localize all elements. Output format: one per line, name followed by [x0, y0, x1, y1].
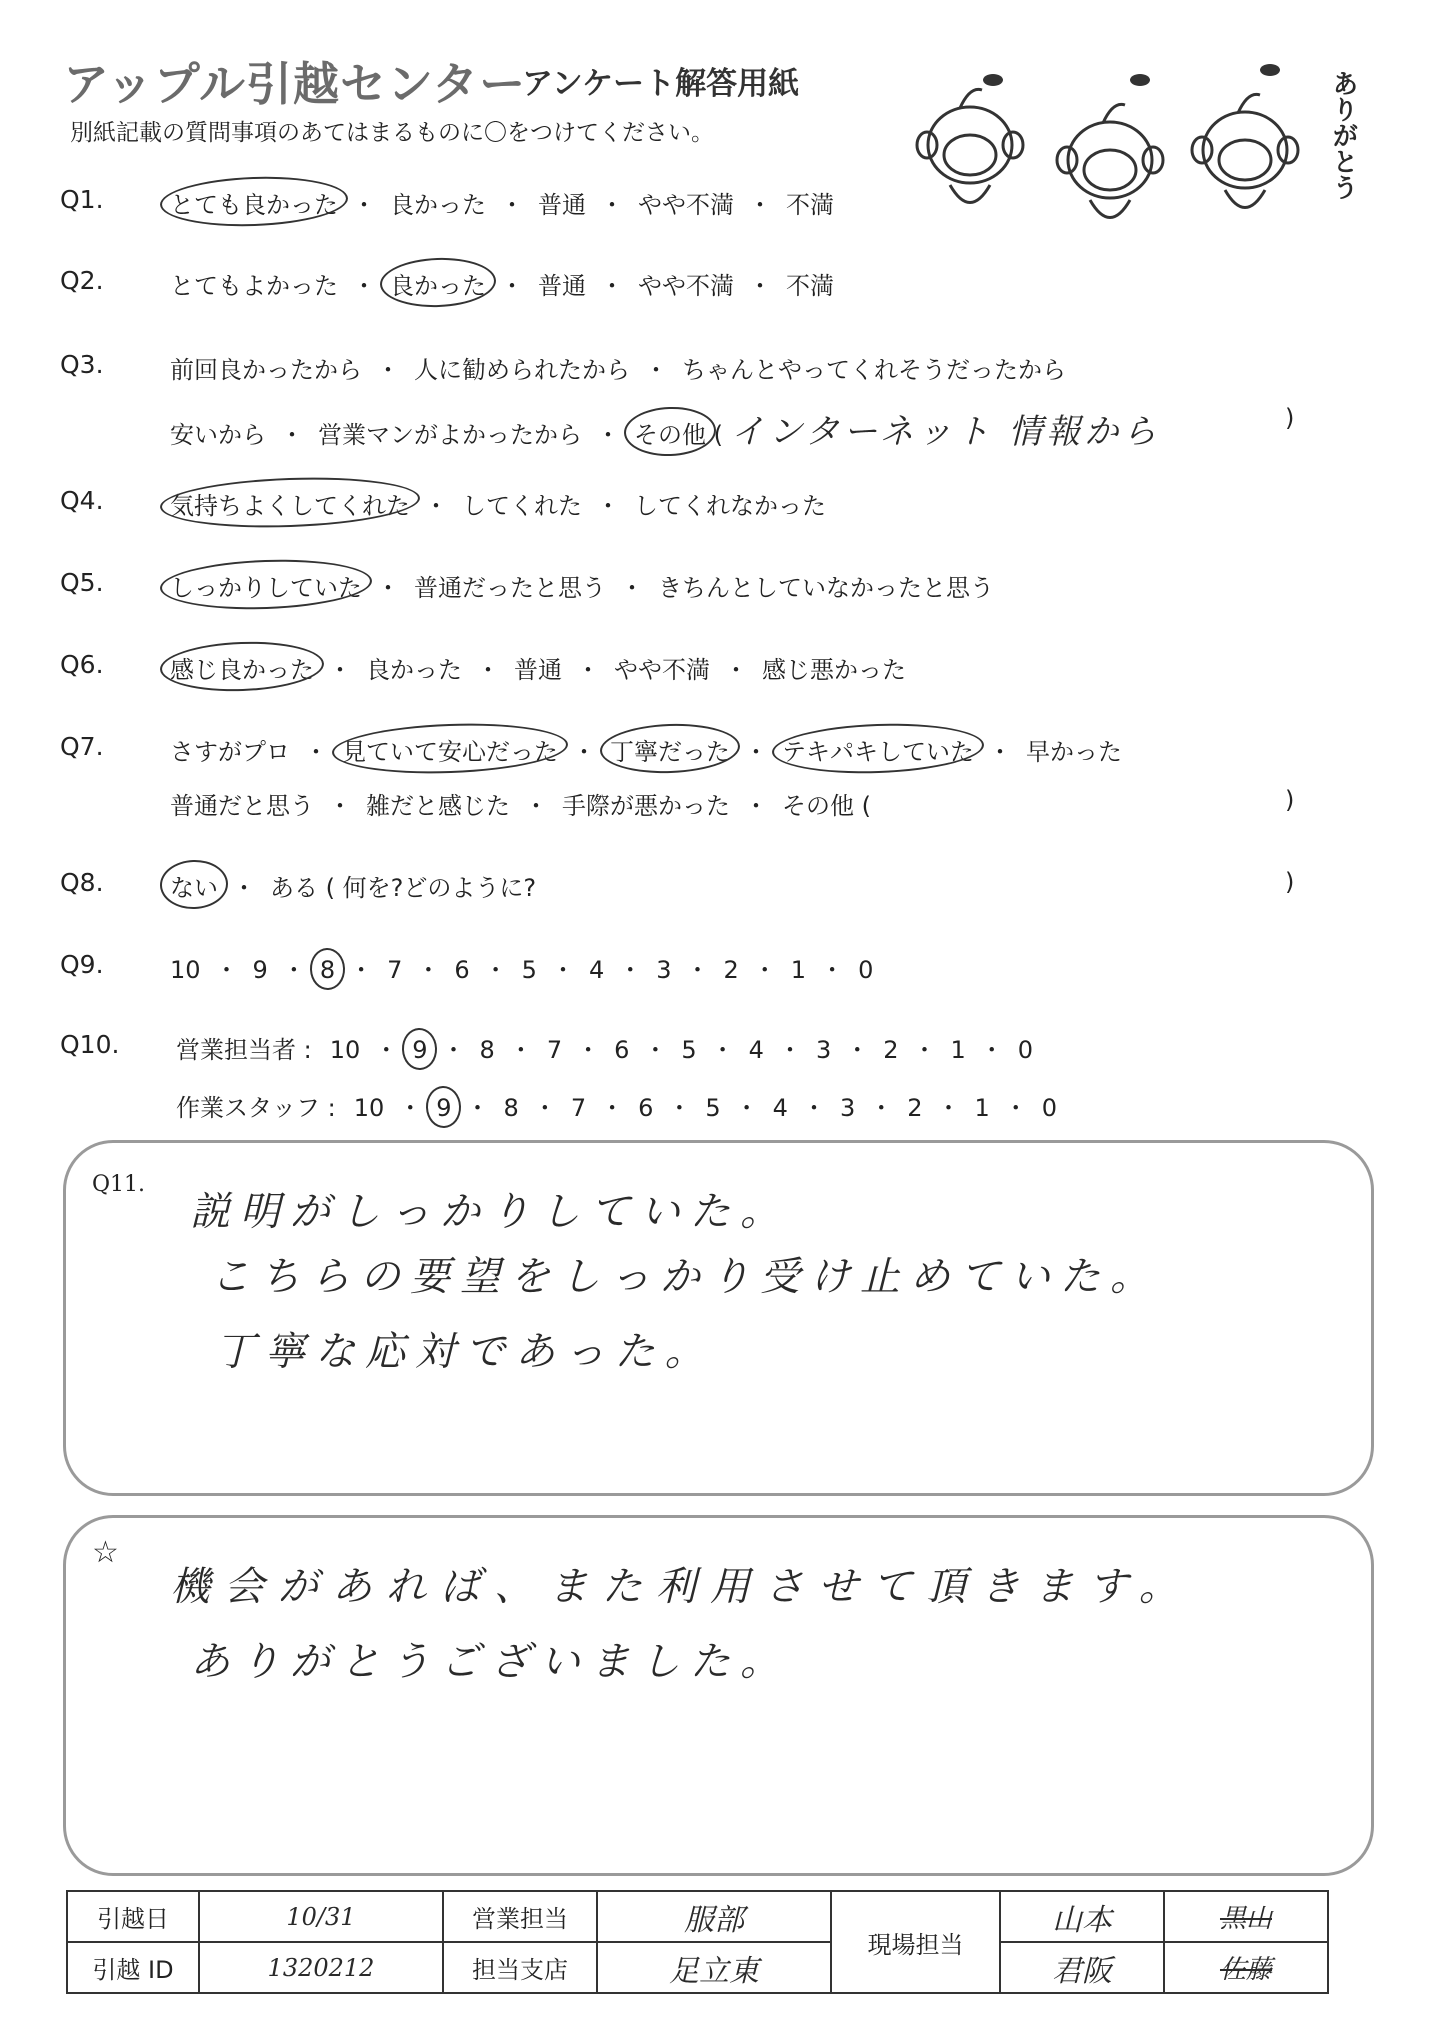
- question-options-row: [170, 568, 994, 603]
- option-separator: ・: [667, 1094, 692, 1122]
- instruction-text: 別紙記載の質問事項のあてはまるものに〇をつけてください。: [70, 120, 714, 146]
- option-separator: ・: [374, 1036, 399, 1064]
- question-label: Q10.: [60, 1030, 120, 1059]
- form-subtitle: アンケート解答用紙: [522, 66, 800, 102]
- comment-line: 機会があれば、また利用させて頂きます。: [170, 1564, 1193, 1610]
- answer-option[interactable]: 10: [353, 1094, 385, 1122]
- answer-option[interactable]: 良かった: [366, 656, 462, 684]
- answer-option[interactable]: やや不満: [614, 656, 710, 684]
- mascot-illustration: [905, 50, 1375, 240]
- option-separator: ・: [618, 956, 643, 984]
- option-separator: ・: [500, 272, 524, 300]
- answer-option[interactable]: きちんとしていなかったと思う: [658, 574, 994, 602]
- answer-option[interactable]: 感じ悪かった: [762, 656, 906, 684]
- branch-label: 担当支店: [443, 1942, 597, 1993]
- answer-option[interactable]: やや不満: [638, 191, 734, 219]
- option-separator: ・: [476, 656, 500, 684]
- answer-option[interactable]: 4: [772, 1094, 788, 1122]
- site-staff-1: 山本: [1000, 1891, 1164, 1942]
- question-options-row: [170, 1030, 1033, 1065]
- answer-option-selected[interactable]: しっかりしていた: [170, 568, 362, 603]
- option-separator: ・: [644, 356, 668, 384]
- option-separator: ・: [820, 956, 845, 984]
- answer-option-selected[interactable]: 感じ良かった: [170, 650, 314, 685]
- star-icon: ☆: [92, 1535, 119, 1570]
- q11-answer-line: こちらの要望をしっかり受け止めていた。: [210, 1254, 1160, 1300]
- question-label: Q4.: [60, 486, 104, 515]
- question-label: Q8.: [60, 868, 104, 897]
- option-separator: ・: [281, 956, 306, 984]
- answer-option-selected[interactable]: テキパキしていた: [782, 732, 974, 767]
- answer-option-selected[interactable]: ない: [170, 868, 218, 903]
- option-separator: ・: [869, 1094, 894, 1122]
- answer-option[interactable]: 不満: [786, 191, 834, 219]
- close-paren: ): [1285, 868, 1295, 896]
- answer-option[interactable]: 4: [588, 956, 605, 984]
- close-paren: ): [1285, 786, 1295, 814]
- question-label: Q6.: [60, 650, 104, 679]
- open-paren: (: [318, 874, 343, 902]
- free-text-answer: インターネット 情報から: [730, 412, 1161, 452]
- question-options-row: [170, 786, 871, 821]
- option-separator: ・: [508, 1036, 533, 1064]
- option-separator: ・: [483, 956, 508, 984]
- question-options-row: [170, 350, 1066, 385]
- answer-option[interactable]: 0: [1041, 1094, 1058, 1122]
- answer-option-selected[interactable]: 気持ちよくしてくれた: [170, 486, 410, 521]
- answer-option[interactable]: 2: [907, 1094, 923, 1122]
- question-options-row: [170, 950, 873, 985]
- option-separator: ・: [328, 792, 352, 820]
- question-label: Q2.: [60, 266, 104, 295]
- option-separator: ・: [416, 956, 441, 984]
- question-options-row: [170, 650, 906, 685]
- answer-option-selected[interactable]: 9: [412, 1036, 428, 1064]
- answer-option[interactable]: やや不満: [638, 272, 734, 300]
- option-separator: ・: [352, 191, 376, 219]
- answer-option-selected[interactable]: 丁寧だった: [610, 732, 730, 767]
- answer-option-selected[interactable]: 8: [319, 956, 336, 984]
- option-separator: ・: [376, 574, 400, 602]
- answer-option[interactable]: 普通: [538, 272, 586, 300]
- answer-option[interactable]: 7: [570, 1094, 587, 1122]
- answer-option[interactable]: 4: [748, 1036, 764, 1064]
- branch-value: 足立東: [597, 1942, 831, 1993]
- answer-option[interactable]: 良かった: [390, 191, 486, 219]
- question-label: Q1.: [60, 185, 104, 214]
- q11-label: Q11.: [92, 1172, 146, 1197]
- answer-option[interactable]: 8: [503, 1094, 519, 1122]
- answer-option[interactable]: 2: [883, 1036, 899, 1064]
- answer-option[interactable]: 6: [454, 956, 470, 984]
- score-category-label: 営業担当者 :: [176, 1036, 312, 1064]
- answer-option[interactable]: 人に勧められたから: [414, 356, 630, 384]
- comment-line: ありがとうございました。: [190, 1639, 790, 1685]
- option-separator: ・: [710, 1036, 735, 1064]
- answer-option[interactable]: 1: [950, 1036, 966, 1064]
- option-separator: ・: [441, 1036, 466, 1064]
- answer-option[interactable]: 7: [387, 956, 403, 984]
- answer-option[interactable]: 5: [521, 956, 537, 984]
- option-separator: ・: [744, 738, 768, 766]
- move-date-value: 10/31: [199, 1891, 443, 1942]
- option-separator: ・: [572, 738, 596, 766]
- sales-value: 服部: [597, 1891, 831, 1942]
- option-separator: ・: [600, 272, 624, 300]
- close-paren: ): [1285, 404, 1295, 432]
- answer-option[interactable]: 5: [705, 1094, 721, 1122]
- option-separator: ・: [801, 1094, 826, 1122]
- option-separator: ・: [550, 956, 575, 984]
- option-separator: ・: [620, 574, 644, 602]
- answer-option-selected[interactable]: とても良かった: [170, 185, 338, 220]
- option-separator: ・: [424, 492, 448, 520]
- option-separator: ・: [936, 1094, 961, 1122]
- answer-option[interactable]: 不満: [786, 272, 834, 300]
- answer-option[interactable]: 10: [170, 956, 201, 984]
- option-separator: ・: [979, 1036, 1004, 1064]
- answer-option-selected[interactable]: 良かった: [390, 266, 486, 301]
- answer-option[interactable]: してくれなかった: [634, 492, 826, 520]
- answer-option[interactable]: 3: [656, 956, 672, 984]
- option-separator: ・: [600, 191, 624, 219]
- answer-option[interactable]: とてもよかった: [170, 272, 338, 300]
- answer-option[interactable]: 早かった: [1026, 738, 1122, 766]
- answer-option[interactable]: 9: [252, 956, 268, 984]
- answer-option[interactable]: 1: [974, 1094, 990, 1122]
- answer-option-selected[interactable]: 見ていて安心だった: [342, 732, 558, 767]
- answer-option-selected[interactable]: その他: [634, 415, 706, 450]
- answer-option[interactable]: 8: [479, 1036, 495, 1064]
- answer-option[interactable]: 営業マンがよかったから: [318, 421, 582, 449]
- answer-option[interactable]: 普通: [514, 656, 562, 684]
- option-separator: ・: [376, 356, 400, 384]
- question-options-row: [170, 732, 1122, 767]
- site-staff-2: 君阪: [1000, 1942, 1164, 1993]
- option-separator: ・: [214, 956, 239, 984]
- option-separator: ・: [685, 956, 710, 984]
- site-label: 現場担当: [831, 1891, 1000, 1993]
- answer-option[interactable]: 雑だと感じた: [366, 792, 510, 820]
- question-options-row: [170, 486, 826, 521]
- move-id-label: 引越 ID: [67, 1942, 199, 1993]
- score-category-label: 作業スタッフ :: [176, 1094, 336, 1122]
- option-separator: ・: [752, 956, 777, 984]
- site-staff-3: 黒山: [1164, 1891, 1328, 1942]
- option-separator: ・: [524, 792, 548, 820]
- option-separator: ・: [1003, 1094, 1028, 1122]
- option-separator: ・: [748, 191, 772, 219]
- option-separator: ・: [280, 421, 304, 449]
- option-separator: ・: [576, 656, 600, 684]
- answer-option[interactable]: 5: [681, 1036, 697, 1064]
- question-options-row: [170, 868, 536, 903]
- answer-option[interactable]: 7: [546, 1036, 563, 1064]
- option-separator: ・: [912, 1036, 937, 1064]
- question-options-row: [170, 266, 834, 301]
- answer-option[interactable]: 手際が悪かった: [562, 792, 730, 820]
- option-separator: ・: [724, 656, 748, 684]
- answer-option[interactable]: 前回良かったから: [170, 356, 362, 384]
- option-separator: ・: [596, 492, 620, 520]
- option-separator: ・: [500, 191, 524, 219]
- answer-option[interactable]: 0: [858, 956, 874, 984]
- option-separator: ・: [643, 1036, 668, 1064]
- answer-option[interactable]: ある: [270, 874, 318, 902]
- option-separator: ・: [465, 1094, 490, 1122]
- option-separator: ・: [576, 1036, 601, 1064]
- answer-option[interactable]: その他: [782, 792, 854, 820]
- move-info-table: [66, 1890, 1329, 1994]
- option-separator: ・: [596, 421, 620, 449]
- answer-option[interactable]: してくれた: [462, 492, 582, 520]
- answer-option[interactable]: 6: [614, 1036, 630, 1064]
- open-paren: (: [854, 792, 871, 820]
- option-separator: ・: [349, 956, 374, 984]
- open-paren: (: [706, 421, 731, 449]
- q11-answer-line: 説明がしっかりしていた。: [190, 1189, 790, 1235]
- q11-answer-line: 丁寧な応対であった。: [215, 1329, 715, 1375]
- option-separator: ・: [532, 1094, 557, 1122]
- question-label: Q5.: [60, 568, 104, 597]
- answer-option[interactable]: 3: [815, 1036, 832, 1064]
- question-options-row: [170, 185, 834, 220]
- option-separator: ・: [845, 1036, 870, 1064]
- option-separator: ・: [304, 738, 328, 766]
- option-separator: ・: [398, 1094, 423, 1122]
- answer-option[interactable]: さすがプロ: [170, 738, 290, 766]
- question-label: Q7.: [60, 732, 104, 761]
- option-separator: ・: [744, 792, 768, 820]
- answer-option[interactable]: ちゃんとやってくれそうだったから: [682, 356, 1066, 384]
- answer-option[interactable]: 2: [723, 956, 739, 984]
- answer-option[interactable]: 普通: [538, 191, 586, 219]
- answer-option[interactable]: 安いから: [170, 421, 266, 449]
- question-label: Q9.: [60, 950, 104, 979]
- move-date-label: 引越日: [67, 1891, 199, 1942]
- sales-label: 営業担当: [443, 1891, 597, 1942]
- move-id-value: 1320212: [199, 1942, 443, 1993]
- option-separator: ・: [232, 874, 256, 902]
- option-separator: ・: [600, 1094, 625, 1122]
- company-title: アップル引越センター: [63, 57, 527, 111]
- option-separator: ・: [777, 1036, 802, 1064]
- answer-option-selected[interactable]: 9: [436, 1094, 452, 1122]
- free-text-answer: 何を?どのように?: [342, 874, 537, 902]
- question-label: Q3.: [60, 350, 104, 379]
- answer-option[interactable]: 1: [790, 956, 807, 984]
- site-staff-4: 佐藤: [1164, 1942, 1328, 1993]
- question-options-row: [170, 404, 1160, 453]
- answer-option[interactable]: 6: [638, 1094, 654, 1122]
- question-options-row: [170, 1088, 1057, 1123]
- option-separator: ・: [352, 272, 376, 300]
- answer-option[interactable]: 10: [329, 1036, 361, 1064]
- answer-option[interactable]: 普通だと思う: [170, 792, 314, 820]
- answer-option[interactable]: 3: [839, 1094, 856, 1122]
- mascot-thanks-text: ありがとう: [1328, 70, 1358, 200]
- option-separator: ・: [988, 738, 1012, 766]
- option-separator: ・: [748, 272, 772, 300]
- option-separator: ・: [328, 656, 352, 684]
- answer-option[interactable]: 普通だったと思う: [414, 574, 606, 602]
- option-separator: ・: [734, 1094, 759, 1122]
- answer-option[interactable]: 0: [1017, 1036, 1034, 1064]
